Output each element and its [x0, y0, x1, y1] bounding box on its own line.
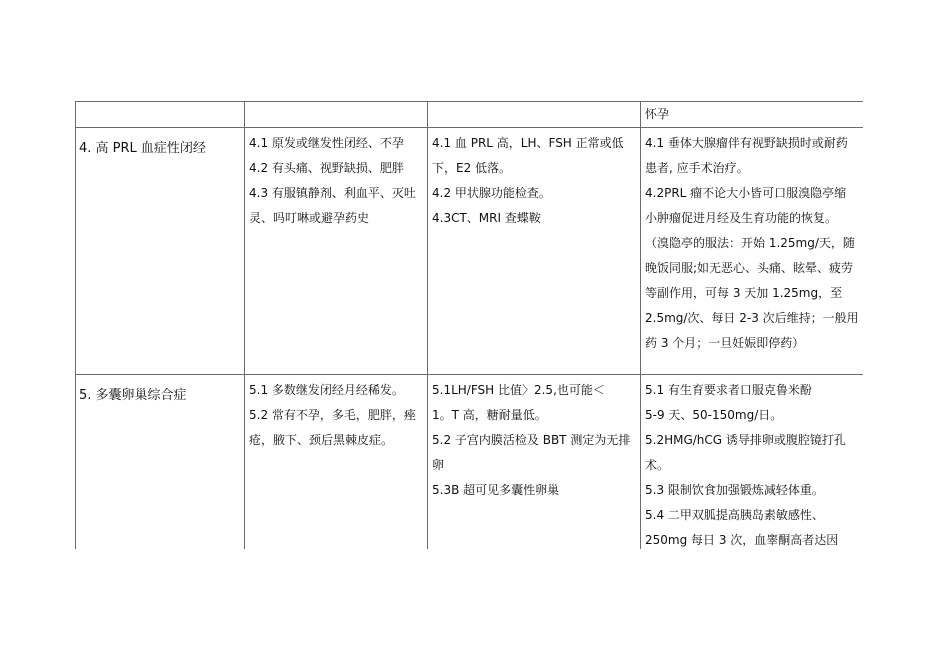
table-row — [76, 375, 864, 550]
test-line: 5.2 子宫内膜活检及 BBT 测定为无排 — [432, 433, 631, 447]
row-title-cell — [76, 128, 245, 375]
treatment-line: 4.1 垂体大腺瘤伴有视野缺损时或耐药 — [645, 136, 848, 150]
test-line: 5.1LH/FSH 比值〉2.5,也可能＜ — [432, 383, 605, 397]
table-row — [76, 128, 864, 375]
causes-cell — [245, 128, 428, 375]
treatment-table — [75, 101, 863, 549]
tests-cell — [428, 375, 641, 550]
header-cell-1 — [76, 102, 245, 128]
header-cell-3 — [428, 102, 641, 128]
test-line: 1。T 高，糖耐量低。 — [432, 408, 547, 422]
treatment-line: 晚饭同服;如无恶心、头痛、眩晕、疲劳 — [645, 261, 854, 275]
treatment-line: 5.1 有生育要求者口服克鲁米酚 — [645, 383, 812, 397]
treatment-line: 5.4 二甲双胍提高胰岛素敏感性、 — [645, 508, 824, 522]
cause-line: 4.3 有服镇静剂、利血平、灭吐 — [249, 186, 416, 200]
amenorrhea-table — [75, 101, 863, 549]
test-line: 下，E2 低落。 — [432, 161, 512, 175]
header-cell-pregnancy: 怀孕 — [641, 102, 864, 128]
treatment-line: 药 3 个月；一旦妊娠即停药） — [645, 336, 805, 350]
treatment-line: 5-9 天、50-150mg/日。 — [645, 408, 783, 422]
table-header-row — [76, 102, 864, 128]
treatment-line: 250mg 每日 3 次，血睾酮高者达因 — [645, 533, 839, 547]
cause-line: 灵、吗叮啉或避孕药史 — [249, 211, 370, 225]
treatment-cell — [641, 128, 864, 375]
treatment-line: 4.2PRL 瘤不论大小皆可口服溴隐亭缩 — [645, 186, 847, 200]
treatment-line: 术。 — [645, 458, 670, 472]
treatment-line: （溴隐亭的服法：开始 1.25mg/天，随 — [645, 236, 855, 250]
cause-line: 5.1 多数继发闭经月经稀发。 — [249, 383, 404, 397]
cause-line: 4.2 有头痛、视野缺损、肥胖 — [249, 161, 404, 175]
row-title: 5. 多囊卵巢综合症 — [79, 388, 187, 403]
tests-cell — [428, 128, 641, 375]
cause-line: 5.2 常有不孕，多毛，肥胖，痤 — [249, 408, 416, 422]
treatment-line: 5.3 限制饮食加强锻炼减轻体重。 — [645, 483, 824, 497]
causes-cell — [245, 375, 428, 550]
cause-line: 4.1 原发或继发性闭经、不孕 — [249, 136, 404, 150]
test-line: 4.3CT、MRI 查蝶鞍 — [432, 211, 541, 225]
row-title: 4. 高 PRL 血症性闭经 — [79, 141, 206, 156]
test-line: 4.2 甲状腺功能检查。 — [432, 186, 551, 200]
treatment-line: 小肿瘤促进月经及生育功能的恢复。 — [645, 211, 838, 225]
header-cell-2 — [245, 102, 428, 128]
treatment-cell — [641, 375, 864, 550]
test-line: 卵 — [432, 458, 445, 472]
treatment-line: 患者, 应手术治疗。 — [645, 161, 749, 175]
row-title-cell — [76, 375, 245, 550]
test-line: 4.1 血 PRL 高，LH、FSH 正常或低 — [432, 136, 624, 150]
test-line: 5.3B 超可见多囊性卵巢 — [432, 483, 560, 497]
treatment-line: 2.5mg/次、每日 2-3 次后维持；一般用 — [645, 311, 859, 325]
treatment-line: 等副作用，可每 3 天加 1.25mg，至 — [645, 286, 843, 300]
cause-line: 疮，腋下、颈后黑棘皮症。 — [249, 433, 394, 447]
treatment-line: 5.2HMG/hCG 诱导排卵或腹腔镜打孔 — [645, 433, 846, 447]
